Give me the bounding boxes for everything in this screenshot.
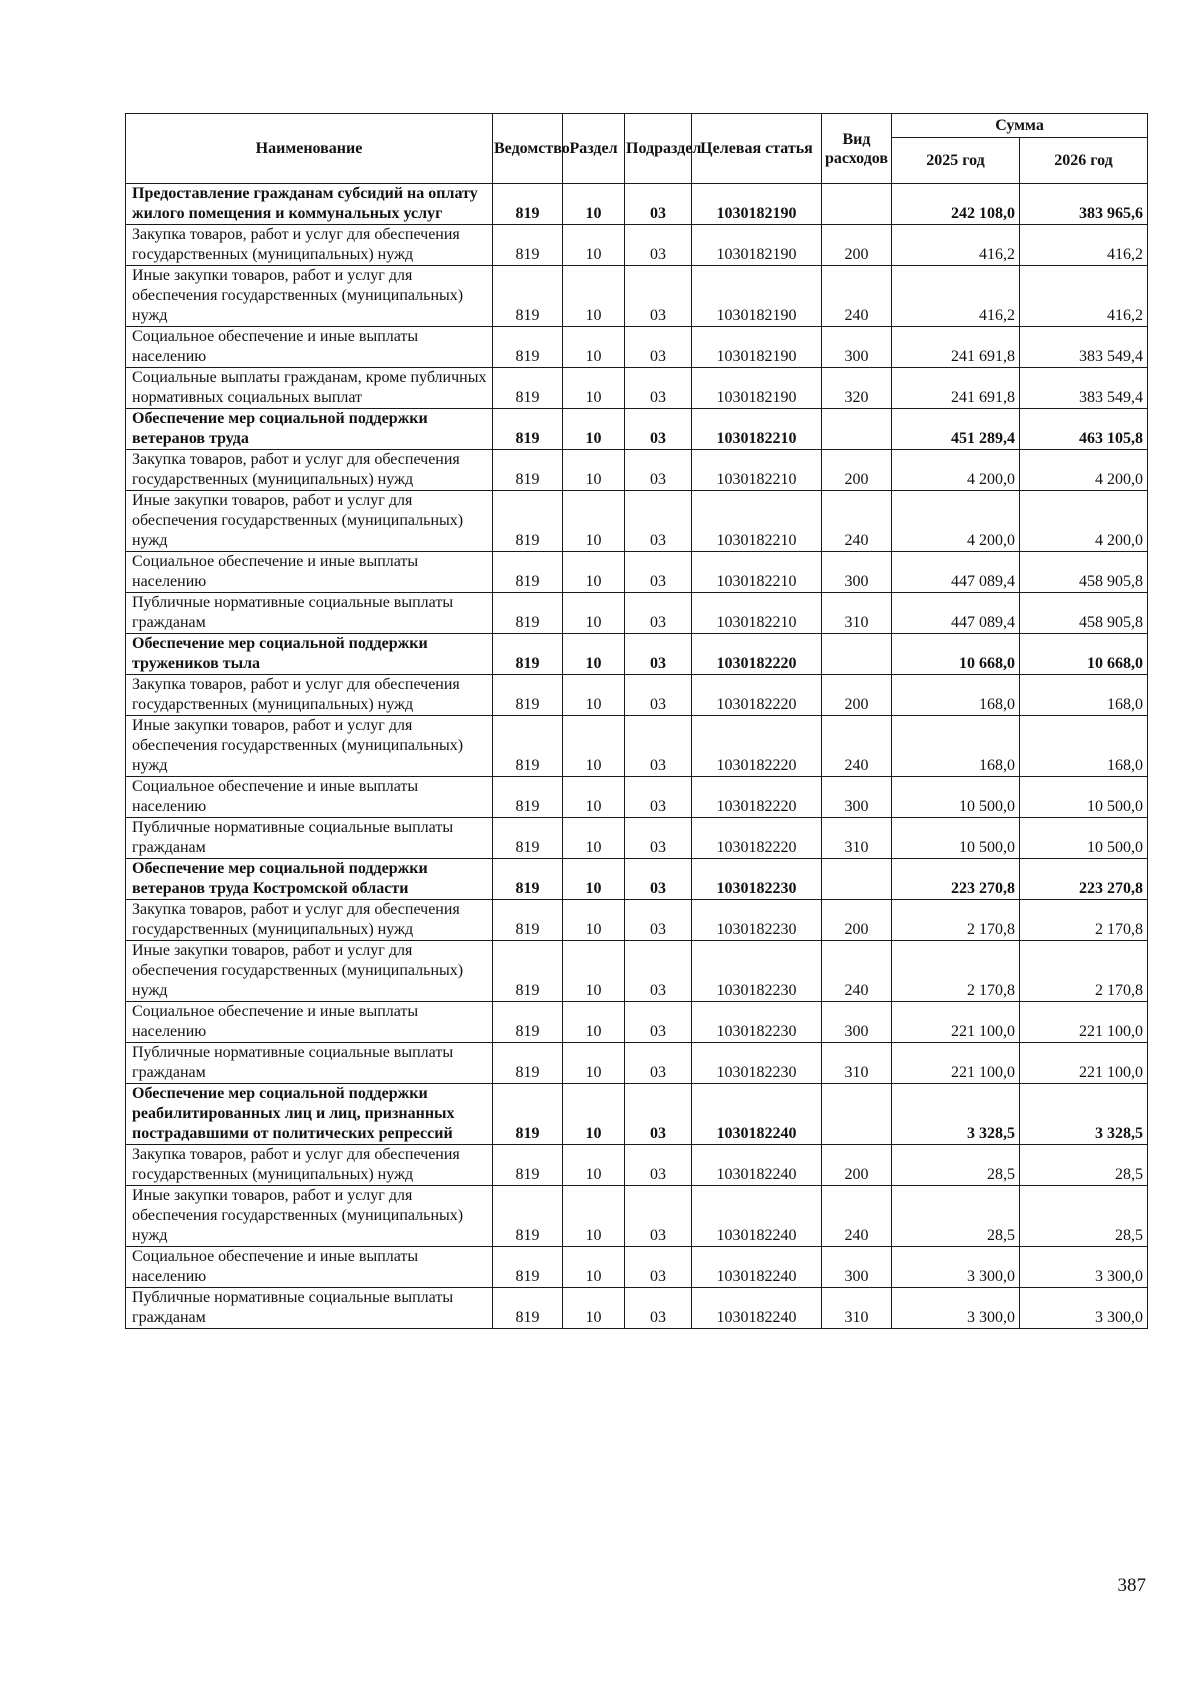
cell-department: 819 [493, 777, 563, 818]
table-body [126, 184, 1148, 1329]
cell-section: 10 [563, 675, 625, 716]
cell-target-article: 1030182190 [692, 368, 822, 409]
cell-sum-2026: 383 965,6 [1020, 184, 1148, 225]
cell-department: 819 [493, 634, 563, 675]
cell-department: 819 [493, 593, 563, 634]
table-row [126, 491, 1148, 552]
cell-subsection: 03 [625, 675, 692, 716]
cell-subsection: 03 [625, 1186, 692, 1247]
cell-section: 10 [563, 552, 625, 593]
cell-target-article: 1030182230 [692, 900, 822, 941]
cell-expense-type: 300 [822, 777, 892, 818]
table-row [126, 900, 1148, 941]
page-number: 387 [1117, 1575, 1146, 1596]
cell-department: 819 [493, 1288, 563, 1329]
cell-department: 819 [493, 327, 563, 368]
cell-expense-type [822, 859, 892, 900]
cell-subsection: 03 [625, 368, 692, 409]
cell-section: 10 [563, 184, 625, 225]
cell-target-article: 1030182210 [692, 491, 822, 552]
table-row [126, 941, 1148, 1002]
header-target-article: Целевая статья [692, 114, 822, 184]
cell-target-article: 1030182240 [692, 1288, 822, 1329]
cell-subsection: 03 [625, 716, 692, 777]
cell-sum-2026: 221 100,0 [1020, 1002, 1148, 1043]
cell-sum-2026: 223 270,8 [1020, 859, 1148, 900]
cell-sum-2025: 221 100,0 [892, 1043, 1020, 1084]
cell-target-article: 1030182210 [692, 593, 822, 634]
cell-department: 819 [493, 1084, 563, 1145]
cell-target-article: 1030182240 [692, 1186, 822, 1247]
cell-sum-2025: 451 289,4 [892, 409, 1020, 450]
cell-name: Социальное обеспечение и иные выплаты населению [126, 327, 493, 368]
cell-sum-2025: 3 300,0 [892, 1288, 1020, 1329]
cell-section: 10 [563, 327, 625, 368]
cell-sum-2026: 4 200,0 [1020, 450, 1148, 491]
cell-department: 819 [493, 1043, 563, 1084]
cell-sum-2025: 447 089,4 [892, 593, 1020, 634]
cell-subsection: 03 [625, 1247, 692, 1288]
cell-sum-2026: 28,5 [1020, 1145, 1148, 1186]
cell-section: 10 [563, 900, 625, 941]
cell-sum-2025: 242 108,0 [892, 184, 1020, 225]
cell-target-article: 1030182220 [692, 634, 822, 675]
table-row [126, 552, 1148, 593]
cell-target-article: 1030182210 [692, 450, 822, 491]
cell-subsection: 03 [625, 1084, 692, 1145]
cell-subsection: 03 [625, 491, 692, 552]
cell-department: 819 [493, 450, 563, 491]
cell-department: 819 [493, 716, 563, 777]
cell-subsection: 03 [625, 266, 692, 327]
table-row [126, 818, 1148, 859]
cell-subsection: 03 [625, 1288, 692, 1329]
cell-sum-2026: 2 170,8 [1020, 941, 1148, 1002]
cell-sum-2025: 3 328,5 [892, 1084, 1020, 1145]
cell-name: Социальное обеспечение и иные выплаты населению [126, 1002, 493, 1043]
cell-target-article: 1030182190 [692, 225, 822, 266]
cell-section: 10 [563, 368, 625, 409]
table-row [126, 859, 1148, 900]
cell-sum-2026: 10 668,0 [1020, 634, 1148, 675]
cell-department: 819 [493, 1247, 563, 1288]
cell-expense-type: 200 [822, 675, 892, 716]
cell-section: 10 [563, 409, 625, 450]
cell-subsection: 03 [625, 859, 692, 900]
cell-section: 10 [563, 450, 625, 491]
header-section: Раздел [563, 114, 625, 184]
cell-target-article: 1030182230 [692, 859, 822, 900]
cell-expense-type: 200 [822, 225, 892, 266]
cell-section: 10 [563, 1002, 625, 1043]
cell-sum-2026: 28,5 [1020, 1186, 1148, 1247]
cell-expense-type: 240 [822, 1186, 892, 1247]
cell-sum-2025: 10 500,0 [892, 818, 1020, 859]
table-row [126, 1247, 1148, 1288]
cell-name: Публичные нормативные социальные выплаты гражданам [126, 593, 493, 634]
header-year-2025: 2025 год [892, 138, 1020, 184]
cell-expense-type [822, 634, 892, 675]
table-row [126, 368, 1148, 409]
cell-name: Закупка товаров, работ и услуг для обеспечения государственных (муниципальных) нужд [126, 225, 493, 266]
header-sum: Сумма [892, 114, 1148, 138]
table-row [126, 1002, 1148, 1043]
cell-sum-2026: 10 500,0 [1020, 777, 1148, 818]
cell-sum-2026: 221 100,0 [1020, 1043, 1148, 1084]
cell-sum-2025: 241 691,8 [892, 368, 1020, 409]
cell-subsection: 03 [625, 900, 692, 941]
cell-department: 819 [493, 675, 563, 716]
cell-subsection: 03 [625, 552, 692, 593]
cell-sum-2025: 221 100,0 [892, 1002, 1020, 1043]
cell-sum-2025: 168,0 [892, 675, 1020, 716]
cell-sum-2025: 4 200,0 [892, 450, 1020, 491]
cell-sum-2026: 458 905,8 [1020, 552, 1148, 593]
cell-section: 10 [563, 859, 625, 900]
cell-sum-2025: 168,0 [892, 716, 1020, 777]
cell-sum-2025: 28,5 [892, 1186, 1020, 1247]
cell-target-article: 1030182230 [692, 1002, 822, 1043]
cell-target-article: 1030182210 [692, 552, 822, 593]
cell-section: 10 [563, 1043, 625, 1084]
cell-sum-2025: 4 200,0 [892, 491, 1020, 552]
cell-section: 10 [563, 1186, 625, 1247]
cell-section: 10 [563, 1247, 625, 1288]
cell-expense-type: 310 [822, 818, 892, 859]
cell-name: Социальное обеспечение и иные выплаты населению [126, 552, 493, 593]
header-year-2026: 2026 год [1020, 138, 1148, 184]
cell-sum-2025: 2 170,8 [892, 900, 1020, 941]
table-row [126, 1288, 1148, 1329]
header-subsection: Подраздел [625, 114, 692, 184]
cell-sum-2026: 3 328,5 [1020, 1084, 1148, 1145]
cell-section: 10 [563, 1084, 625, 1145]
cell-name: Предоставление гражданам субсидий на оплату жилого помещения и коммунальных услуг [126, 184, 493, 225]
cell-department: 819 [493, 368, 563, 409]
cell-expense-type: 240 [822, 266, 892, 327]
cell-sum-2026: 416,2 [1020, 225, 1148, 266]
cell-subsection: 03 [625, 593, 692, 634]
cell-subsection: 03 [625, 184, 692, 225]
table-row [126, 1084, 1148, 1145]
table-row [126, 450, 1148, 491]
cell-target-article: 1030182240 [692, 1084, 822, 1145]
cell-sum-2025: 241 691,8 [892, 327, 1020, 368]
cell-section: 10 [563, 225, 625, 266]
cell-name: Публичные нормативные социальные выплаты гражданам [126, 1288, 493, 1329]
cell-name: Закупка товаров, работ и услуг для обеспечения государственных (муниципальных) нужд [126, 1145, 493, 1186]
cell-name: Обеспечение мер социальной поддержки ветеранов труда Костромской области [126, 859, 493, 900]
cell-subsection: 03 [625, 1002, 692, 1043]
cell-target-article: 1030182220 [692, 675, 822, 716]
cell-expense-type: 300 [822, 1002, 892, 1043]
cell-sum-2025: 416,2 [892, 266, 1020, 327]
table-row [126, 716, 1148, 777]
table-row [126, 675, 1148, 716]
cell-sum-2025: 28,5 [892, 1145, 1020, 1186]
cell-name: Обеспечение мер социальной поддержки реабилитированных лиц и лиц, признанных пострадавшими от политических репрессий [126, 1084, 493, 1145]
table-row [126, 1043, 1148, 1084]
cell-department: 819 [493, 491, 563, 552]
cell-expense-type [822, 409, 892, 450]
cell-name: Социальное обеспечение и иные выплаты населению [126, 777, 493, 818]
cell-name: Закупка товаров, работ и услуг для обеспечения государственных (муниципальных) нужд [126, 900, 493, 941]
cell-expense-type: 200 [822, 900, 892, 941]
cell-sum-2026: 383 549,4 [1020, 327, 1148, 368]
cell-department: 819 [493, 409, 563, 450]
cell-sum-2025: 416,2 [892, 225, 1020, 266]
cell-section: 10 [563, 716, 625, 777]
cell-department: 819 [493, 900, 563, 941]
cell-name: Социальное обеспечение и иные выплаты населению [126, 1247, 493, 1288]
cell-expense-type: 310 [822, 593, 892, 634]
cell-department: 819 [493, 1186, 563, 1247]
cell-sum-2025: 10 668,0 [892, 634, 1020, 675]
cell-subsection: 03 [625, 818, 692, 859]
cell-department: 819 [493, 266, 563, 327]
table-row [126, 266, 1148, 327]
budget-table [125, 113, 1148, 1329]
cell-department: 819 [493, 225, 563, 266]
cell-section: 10 [563, 777, 625, 818]
header-name: Наименование [126, 114, 493, 184]
cell-sum-2026: 383 549,4 [1020, 368, 1148, 409]
header-department: Ведомство [493, 114, 563, 184]
cell-sum-2026: 168,0 [1020, 716, 1148, 777]
table-row [126, 634, 1148, 675]
cell-sum-2025: 223 270,8 [892, 859, 1020, 900]
cell-sum-2026: 3 300,0 [1020, 1247, 1148, 1288]
cell-section: 10 [563, 941, 625, 1002]
cell-name: Социальные выплаты гражданам, кроме публичных нормативных социальных выплат [126, 368, 493, 409]
cell-name: Обеспечение мер социальной поддержки тружеников тыла [126, 634, 493, 675]
cell-sum-2025: 10 500,0 [892, 777, 1020, 818]
cell-name: Закупка товаров, работ и услуг для обеспечения государственных (муниципальных) нужд [126, 450, 493, 491]
cell-expense-type [822, 184, 892, 225]
table-row [126, 1186, 1148, 1247]
cell-sum-2026: 3 300,0 [1020, 1288, 1148, 1329]
cell-department: 819 [493, 184, 563, 225]
cell-sum-2026: 4 200,0 [1020, 491, 1148, 552]
cell-target-article: 1030182240 [692, 1247, 822, 1288]
table-row [126, 409, 1148, 450]
table-row [126, 225, 1148, 266]
cell-target-article: 1030182210 [692, 409, 822, 450]
cell-sum-2026: 458 905,8 [1020, 593, 1148, 634]
cell-sum-2025: 447 089,4 [892, 552, 1020, 593]
cell-target-article: 1030182190 [692, 266, 822, 327]
table-row [126, 184, 1148, 225]
table-row [126, 327, 1148, 368]
cell-subsection: 03 [625, 634, 692, 675]
cell-expense-type: 300 [822, 1247, 892, 1288]
cell-subsection: 03 [625, 777, 692, 818]
cell-name: Обеспечение мер социальной поддержки ветеранов труда [126, 409, 493, 450]
table-header [126, 114, 1148, 184]
cell-section: 10 [563, 1288, 625, 1329]
cell-target-article: 1030182220 [692, 716, 822, 777]
cell-section: 10 [563, 266, 625, 327]
cell-department: 819 [493, 859, 563, 900]
cell-expense-type: 240 [822, 941, 892, 1002]
cell-expense-type: 310 [822, 1288, 892, 1329]
table-row [126, 593, 1148, 634]
cell-name: Иные закупки товаров, работ и услуг для обеспечения государственных (муниципальных) нужд [126, 941, 493, 1002]
cell-subsection: 03 [625, 941, 692, 1002]
cell-subsection: 03 [625, 327, 692, 368]
cell-department: 819 [493, 1145, 563, 1186]
cell-section: 10 [563, 593, 625, 634]
cell-expense-type: 310 [822, 1043, 892, 1084]
cell-department: 819 [493, 552, 563, 593]
cell-subsection: 03 [625, 1145, 692, 1186]
cell-target-article: 1030182230 [692, 941, 822, 1002]
cell-expense-type: 240 [822, 716, 892, 777]
cell-sum-2025: 3 300,0 [892, 1247, 1020, 1288]
cell-sum-2026: 168,0 [1020, 675, 1148, 716]
table-row [126, 1145, 1148, 1186]
cell-sum-2026: 463 105,8 [1020, 409, 1148, 450]
cell-expense-type [822, 1084, 892, 1145]
cell-sum-2026: 416,2 [1020, 266, 1148, 327]
cell-subsection: 03 [625, 450, 692, 491]
cell-section: 10 [563, 491, 625, 552]
cell-name: Иные закупки товаров, работ и услуг для обеспечения государственных (муниципальных) нужд [126, 716, 493, 777]
cell-section: 10 [563, 634, 625, 675]
cell-expense-type: 320 [822, 368, 892, 409]
cell-name: Иные закупки товаров, работ и услуг для обеспечения государственных (муниципальных) нужд [126, 1186, 493, 1247]
cell-subsection: 03 [625, 409, 692, 450]
cell-sum-2026: 2 170,8 [1020, 900, 1148, 941]
cell-subsection: 03 [625, 1043, 692, 1084]
cell-sum-2026: 10 500,0 [1020, 818, 1148, 859]
cell-expense-type: 300 [822, 552, 892, 593]
cell-target-article: 1030182220 [692, 777, 822, 818]
cell-sum-2025: 2 170,8 [892, 941, 1020, 1002]
cell-section: 10 [563, 818, 625, 859]
cell-target-article: 1030182240 [692, 1145, 822, 1186]
cell-department: 819 [493, 818, 563, 859]
cell-department: 819 [493, 941, 563, 1002]
cell-target-article: 1030182230 [692, 1043, 822, 1084]
table-row [126, 777, 1148, 818]
cell-name: Публичные нормативные социальные выплаты гражданам [126, 1043, 493, 1084]
cell-target-article: 1030182190 [692, 184, 822, 225]
cell-subsection: 03 [625, 225, 692, 266]
header-expense-type: Вид расходов [822, 114, 892, 184]
cell-expense-type: 240 [822, 491, 892, 552]
cell-name: Публичные нормативные социальные выплаты гражданам [126, 818, 493, 859]
cell-target-article: 1030182190 [692, 327, 822, 368]
cell-department: 819 [493, 1002, 563, 1043]
cell-target-article: 1030182220 [692, 818, 822, 859]
cell-name: Иные закупки товаров, работ и услуг для обеспечения государственных (муниципальных) нужд [126, 491, 493, 552]
cell-section: 10 [563, 1145, 625, 1186]
cell-name: Иные закупки товаров, работ и услуг для обеспечения государственных (муниципальных) нужд [126, 266, 493, 327]
cell-expense-type: 200 [822, 450, 892, 491]
cell-expense-type: 300 [822, 327, 892, 368]
cell-expense-type: 200 [822, 1145, 892, 1186]
cell-name: Закупка товаров, работ и услуг для обеспечения государственных (муниципальных) нужд [126, 675, 493, 716]
